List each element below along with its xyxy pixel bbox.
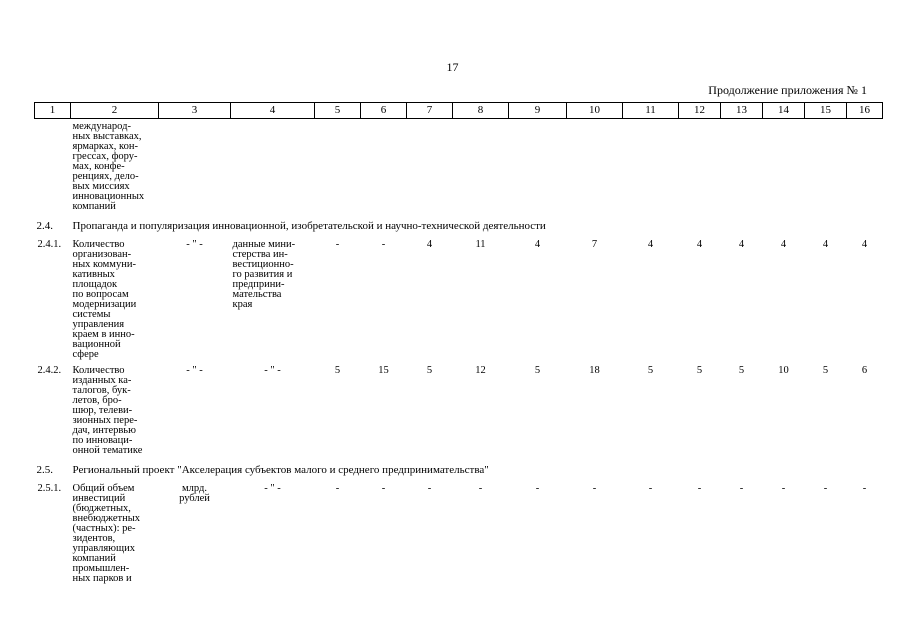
- column-header: 7: [407, 103, 453, 119]
- column-header: 16: [847, 103, 883, 119]
- indicator-name: Количество изданных ка- талогов, бук- летов, бро- шюр, телеви- зионных пере- дач, интервью по инноваци- онной тематике: [72, 365, 143, 456]
- value-cell: -: [592, 483, 597, 494]
- column-header: 10: [567, 103, 623, 119]
- section-row-2-5: [35, 459, 883, 481]
- column-header: 3: [159, 103, 231, 119]
- value-cell: 18: [589, 365, 600, 376]
- indicators-table: [34, 102, 883, 587]
- column-header: 8: [453, 103, 509, 119]
- table-row-2-4-2: [35, 363, 883, 459]
- value-cell: 4: [780, 239, 787, 250]
- value-cell: -: [381, 483, 386, 494]
- value-cell: 12: [475, 365, 486, 376]
- value-cell: -: [648, 483, 653, 494]
- value-cell: 11: [475, 239, 486, 250]
- value-cell: -: [381, 239, 386, 250]
- table-row-2-4-1: [35, 237, 883, 363]
- row-number: 2.5.1.: [37, 483, 62, 494]
- source-cell: - " -: [264, 365, 281, 376]
- row-number: 2.4.1.: [37, 239, 62, 250]
- value-cell: 4: [861, 239, 868, 250]
- value-cell: 4: [696, 239, 703, 250]
- value-cell: -: [335, 483, 340, 494]
- value-cell: -: [427, 483, 432, 494]
- column-header: 12: [679, 103, 721, 119]
- value-cell: -: [697, 483, 702, 494]
- indicator-name: Количество организован- ных коммуни- кативных площадок по вопросам модернизации системы управления краем в инно- вационной сфере: [72, 239, 137, 360]
- page-number: 17: [446, 60, 459, 74]
- value-cell: 4: [534, 239, 541, 250]
- carryover-row: [35, 119, 883, 216]
- value-cell: -: [535, 483, 540, 494]
- value-cell: 4: [738, 239, 745, 250]
- value-cell: -: [781, 483, 786, 494]
- value-cell: 5: [334, 365, 341, 376]
- unit-cell: - " -: [186, 365, 203, 376]
- value-cell: -: [478, 483, 483, 494]
- value-cell: 5: [534, 365, 541, 376]
- value-cell: 15: [378, 365, 389, 376]
- value-cell: 5: [696, 365, 703, 376]
- value-cell: 5: [738, 365, 745, 376]
- value-cell: 4: [426, 239, 433, 250]
- value-cell: 4: [822, 239, 829, 250]
- source-cell: данные мини- стерства ин- вестиционно- го развития и предприни- мательства края: [232, 239, 296, 310]
- value-cell: -: [739, 483, 744, 494]
- header-row: [35, 103, 883, 119]
- row-number: 2.4.2.: [37, 365, 62, 376]
- value-cell: -: [823, 483, 828, 494]
- column-header: 9: [509, 103, 567, 119]
- section-number: 2.5.: [36, 464, 53, 476]
- column-header: 4: [231, 103, 315, 119]
- column-header: 6: [361, 103, 407, 119]
- unit-cell: - " -: [186, 239, 203, 250]
- value-cell: 7: [591, 239, 598, 250]
- section-row-2-4: [35, 215, 883, 237]
- section-title: Пропаганда и популяризация инновационной, изобретательской и научно-технической деятельности: [72, 220, 546, 232]
- column-header: 13: [721, 103, 763, 119]
- section-title: Региональный проект "Акселерация субъектов малого и среднего предпринимательства": [72, 464, 489, 476]
- indicator-name: международ- ных выставках, ярмарках, кон- грессах, фору- мах, конфе- ренциях, дело- вых миссиях инновационных компаний: [72, 121, 145, 212]
- section-number: 2.4.: [36, 220, 53, 232]
- continuation-label: Продолжение приложения № 1: [708, 83, 867, 97]
- column-header: 11: [623, 103, 679, 119]
- value-cell: 10: [778, 365, 789, 376]
- value-cell: 6: [861, 365, 868, 376]
- column-header: 5: [315, 103, 361, 119]
- table-row-2-5-1: [35, 481, 883, 587]
- column-header: 2: [71, 103, 159, 119]
- value-cell: -: [335, 239, 340, 250]
- value-cell: 4: [647, 239, 654, 250]
- value-cell: -: [862, 483, 867, 494]
- column-header: 15: [805, 103, 847, 119]
- value-cell: 5: [822, 365, 829, 376]
- column-header: 14: [763, 103, 805, 119]
- column-header: 1: [35, 103, 71, 119]
- value-cell: 5: [647, 365, 654, 376]
- value-cell: 5: [426, 365, 433, 376]
- source-cell: - " -: [264, 483, 281, 494]
- unit-cell: млрд. рублей: [179, 483, 210, 504]
- indicator-name: Общий объем инвестиций (бюджетных, внебюджетных (частных): ре- зидентов, управляющих компаний промышлен- ных парков и: [72, 483, 141, 584]
